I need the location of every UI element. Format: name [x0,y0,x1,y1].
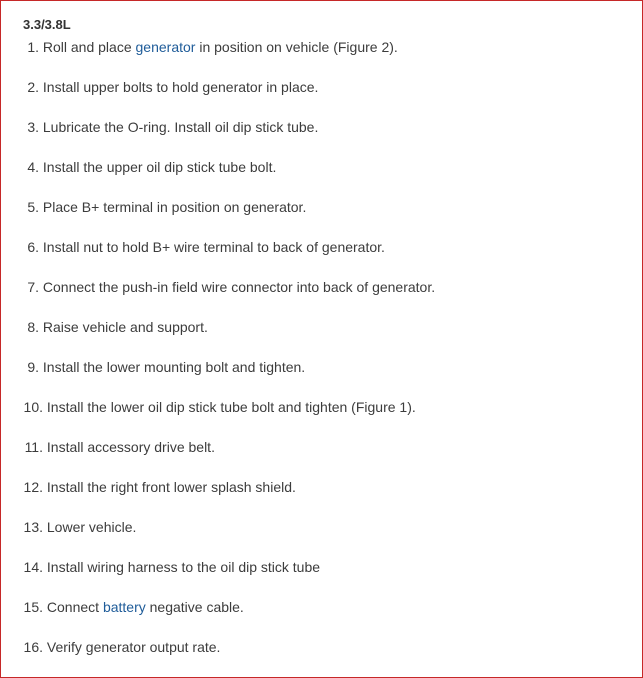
step-text: in position on vehicle (Figure 2). [195,39,398,55]
step-3 [1,117,642,157]
step-11 [1,437,642,477]
step-number: 15. [23,599,43,615]
step-text: Install the lower oil dip stick tube bolt and tighten (Figure 1). [46,399,416,415]
step-text: Install upper bolts to hold generator in place. [42,79,319,95]
step-number: 6. [27,239,39,255]
step-text: Raise vehicle and support. [42,319,208,335]
step-number: 11. [24,439,43,455]
step-5 [1,197,642,237]
step-text: Install accessory drive belt. [46,439,215,455]
step-text: Install the right front lower splash shield. [46,479,296,495]
step-12 [1,477,642,517]
step-number: 8. [27,319,39,335]
step-10 [1,397,642,437]
step-text: Install wiring harness to the oil dip stick tube [46,559,321,575]
step-text: negative cable. [145,599,244,615]
step-7 [1,277,642,317]
generator-link[interactable]: generator [135,39,196,55]
step-9 [1,357,642,397]
step-text: Install nut to hold B+ wire terminal to back of generator. [42,239,385,255]
step-number: 12. [23,479,43,495]
step-text: Install the lower mounting bolt and tighten. [42,359,306,375]
step-number: 1. [27,39,39,55]
step-2 [1,77,642,117]
step-1 [1,37,642,77]
step-6 [1,237,642,277]
step-14 [1,557,642,597]
step-number: 16. [23,639,43,655]
section-heading: 3.3/3.8L [23,17,71,32]
step-text: Install the upper oil dip stick tube bolt. [42,159,277,175]
procedure-steps [1,37,642,677]
step-text: Connect the push-in field wire connector into back of generator. [42,279,436,295]
step-15 [1,597,642,637]
step-4 [1,157,642,197]
step-number: 4. [27,159,39,175]
step-text: Verify generator output rate. [46,639,221,655]
step-number: 5. [27,199,39,215]
step-8 [1,317,642,357]
step-16 [1,637,642,677]
step-number: 3. [27,119,39,135]
step-text: Lower vehicle. [46,519,137,535]
step-13 [1,517,642,557]
step-text: Roll and place [42,39,136,55]
step-number: 13. [23,519,43,535]
step-number: 10. [23,399,43,415]
step-text: Connect [46,599,103,615]
step-number: 7. [27,279,39,295]
step-number: 2. [27,79,39,95]
step-text: Lubricate the O-ring. Install oil dip stick tube. [42,119,319,135]
step-number: 9. [27,359,39,375]
battery-link[interactable]: battery [102,599,146,615]
step-text: Place B+ terminal in position on generator. [42,199,307,215]
step-number: 14. [23,559,43,575]
